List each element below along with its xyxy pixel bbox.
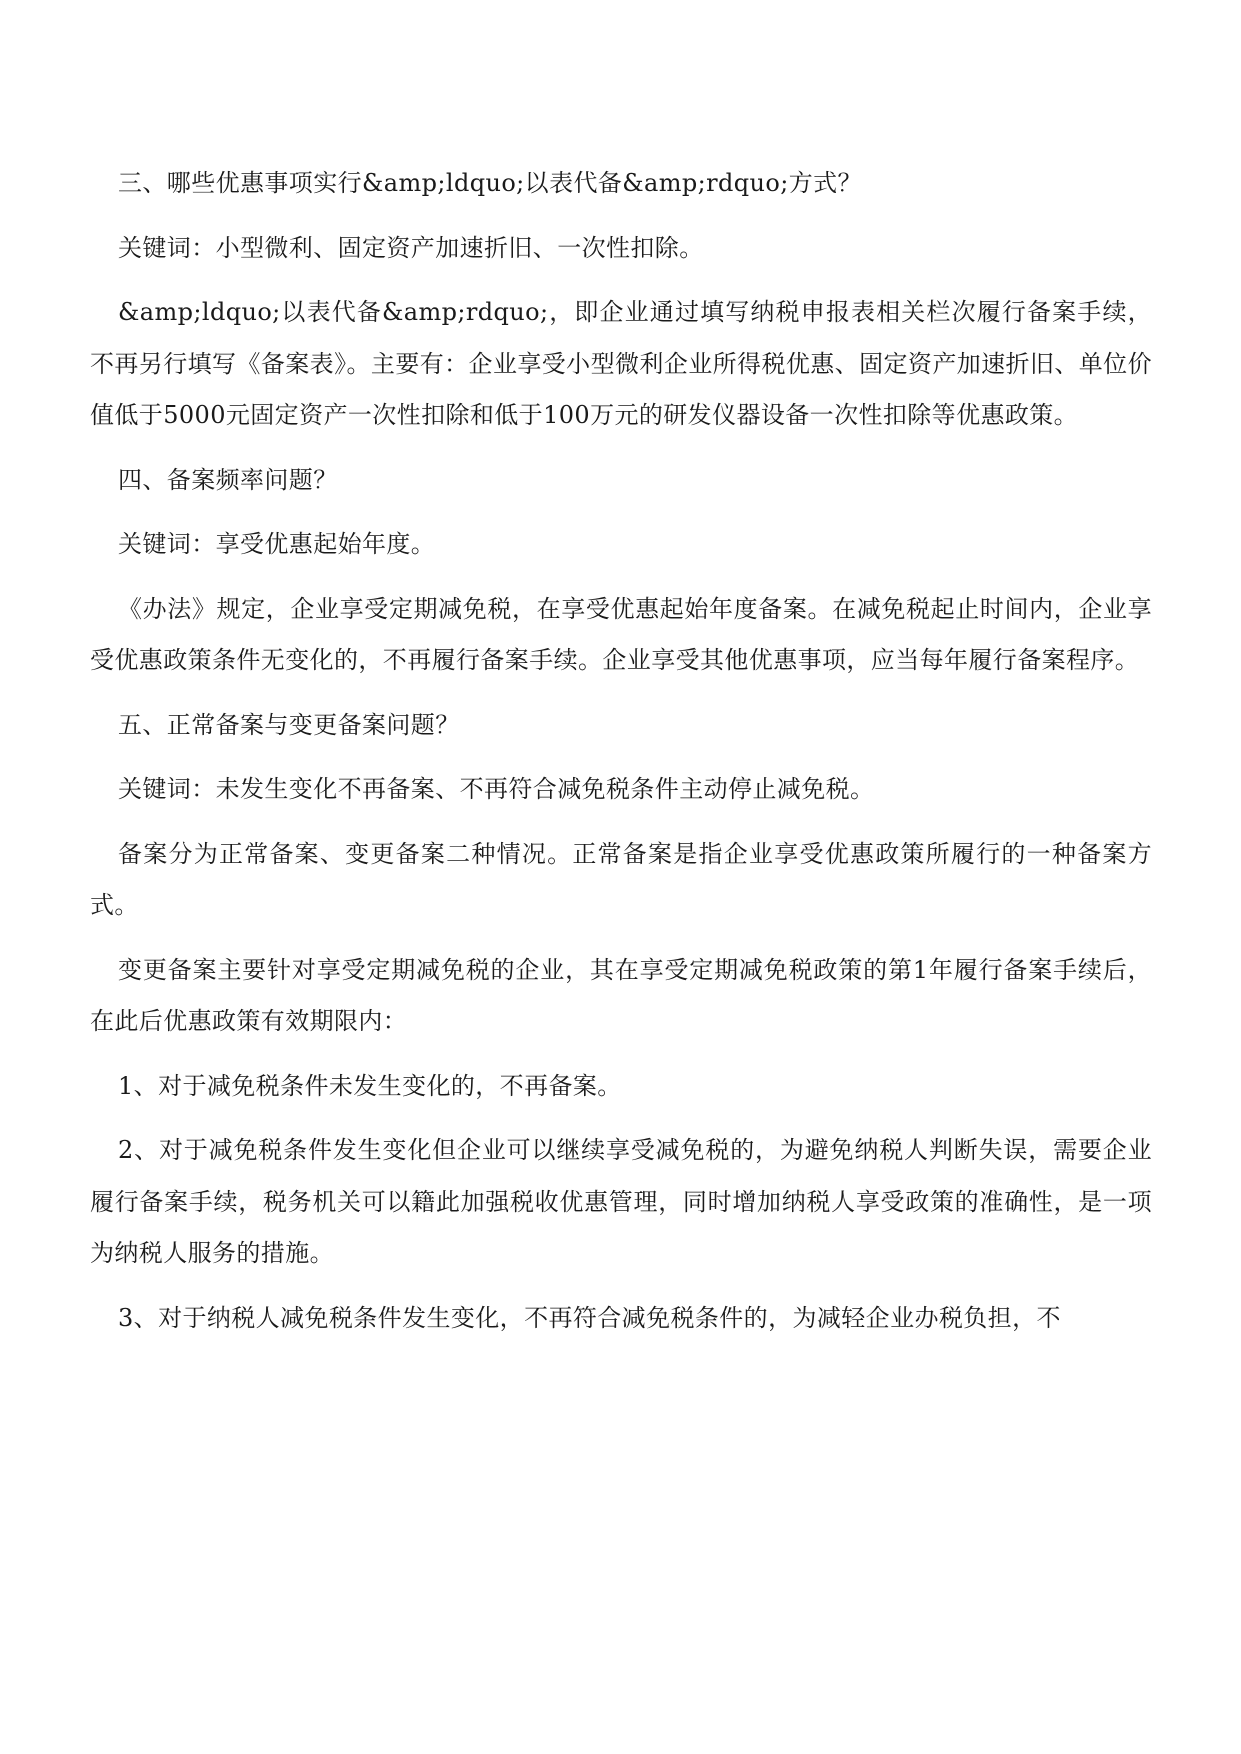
list-item: 1、对于减免税条件未发生变化的，不再备案。 [118,1071,622,1100]
document-body [90,158,1152,1357]
keywords-line: 关键词：小型微利、固定资产加速折旧、一次性扣除。 [118,233,704,262]
body-paragraph: 《办法》规定，企业享受定期减免税，在享受优惠起始年度备案。在减免税起止时间内，企业享受优惠政策条件无变化的，不再履行备案手续。企业享受其他优惠事项，应当每年履行备案程序。 [90,594,1152,674]
section-heading-3: 三、哪些优惠事项实行&amp;ldquo;以表代备&amp;rdquo;方式？ [118,169,862,197]
list-item: 3、对于纳税人减免税条件发生变化，不再符合减免税条件的，为减轻企业办税负担，不 [118,1303,1061,1332]
body-paragraph: &amp;ldquo;以表代备&amp;rdquo;，即企业通过填写纳税申报表相关栏次履行备案手续，不再另行填写《备案表》。主要有：企业享受小型微利企业所得税优惠、固定资产加速折旧、单位价值低于5000元固定资产一次性扣除和低于100万元的研发仪器设备一次性扣除等优惠政策。 [90,298,1152,429]
body-paragraph: 变更备案主要针对享受定期减免税的企业，其在享受定期减免税政策的第1年履行备案手续后，在此后优惠政策有效期限内： [90,955,1152,1035]
list-item: 2、对于减免税条件发生变化但企业可以继续享受减免税的，为避免纳税人判断失误，需要企业履行备案手续，税务机关可以籍此加强税收优惠管理，同时增加纳税人享受政策的准确性，是一项为纳税人服务的措施。 [90,1136,1152,1267]
body-paragraph: 备案分为正常备案、变更备案二种情况。正常备案是指企业享受优惠政策所履行的一种备案方式。 [90,839,1152,919]
keywords-line: 关键词：享受优惠起始年度。 [118,530,436,558]
section-heading-4: 四、备案频率问题？ [118,465,338,494]
section-heading-5: 五、正常备案与变更备案问题？ [118,710,460,739]
keywords-line: 关键词：未发生变化不再备案、不再符合减免税条件主动停止减免税。 [118,775,875,803]
